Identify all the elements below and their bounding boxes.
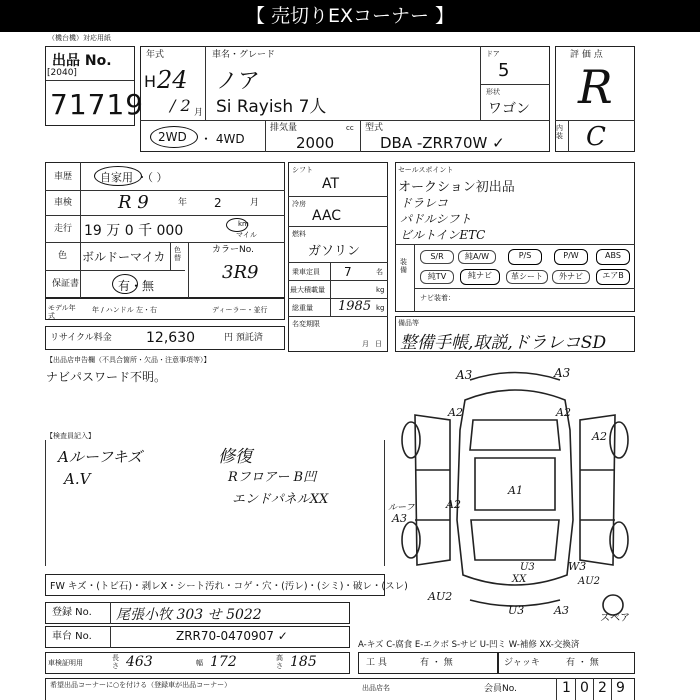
diagram-mark-2: A3 bbox=[554, 366, 571, 380]
diagram-mark-10: A1 bbox=[508, 484, 523, 497]
weight-label: 総重量 bbox=[292, 304, 313, 312]
cc-label: 排気量 bbox=[270, 123, 298, 133]
color-no-value: 3R9 bbox=[222, 262, 259, 283]
shift-value: AT bbox=[322, 176, 340, 192]
inspector-left-note2: A.V bbox=[64, 470, 91, 488]
inspect-month-value: 2 bbox=[214, 196, 222, 210]
fw-text: FW キズ・(トビ石)・剥レX・シート汚れ・コゲ・穴・(汚レ)・(シミ)・破レ・(スレ) bbox=[50, 581, 408, 592]
shape-value: ワゴン bbox=[488, 101, 530, 117]
reg-value: 自家用 ・（ ） bbox=[100, 171, 168, 184]
capacity-value: 7 bbox=[344, 265, 352, 279]
inspector-title: 【検査員記入】 bbox=[46, 432, 95, 440]
cc-value: 2000 bbox=[296, 134, 335, 152]
inspect-label: 車検 bbox=[54, 198, 73, 208]
color-label: 色 bbox=[58, 251, 68, 261]
diagram-mark-13: U3 bbox=[520, 562, 535, 573]
spare-label: スペア bbox=[600, 613, 630, 624]
sub-note: （機台機）対応用紙 bbox=[48, 34, 111, 42]
sales-2: パドルシフト bbox=[400, 212, 472, 226]
dealer-label: 出品店名 bbox=[362, 684, 390, 692]
inspector-right-note3: エンドパネルXX bbox=[232, 492, 329, 507]
docs-label: 備品等 bbox=[398, 319, 419, 327]
diagram-mark-16: AU2 bbox=[578, 576, 601, 587]
mileage-unit: km bbox=[238, 220, 249, 228]
year-label: 年式 bbox=[146, 50, 165, 60]
weight-unit: kg bbox=[376, 304, 385, 312]
interior-label: 内装 bbox=[556, 124, 563, 140]
lot-label: 出品 No. bbox=[52, 53, 112, 69]
name-label: 車名・グレード bbox=[212, 50, 276, 60]
footer-note: 希望出品コーナーに○を付ける（登録車が出品コーナー） bbox=[50, 681, 232, 689]
sales-3: ビルトインETC bbox=[400, 228, 486, 242]
banner-title: 【 売切りEXコーナー 】 bbox=[245, 5, 455, 27]
month-value: / 2 bbox=[170, 96, 191, 115]
member-label: 会員No. bbox=[484, 684, 517, 694]
size-h-label: 高さ bbox=[276, 654, 283, 670]
color-num-label: 色替 bbox=[174, 246, 181, 262]
member-digit-2: 0 bbox=[580, 680, 589, 696]
equip-leather: 革シート bbox=[506, 270, 548, 284]
member-digit-1: 1 bbox=[562, 680, 571, 696]
size-label: 車検証明用 bbox=[48, 659, 83, 667]
inspect-year: 年 bbox=[178, 198, 188, 208]
member-digit-4: 9 bbox=[616, 680, 625, 696]
equip-abs: ABS bbox=[596, 249, 630, 265]
equip-navi: 純ナビ bbox=[460, 269, 500, 285]
equip-extnavi: 外ナビ bbox=[552, 270, 590, 284]
member-digit-3: 2 bbox=[598, 680, 607, 696]
diagram-mark-5: A2 bbox=[592, 430, 607, 443]
mileage-mile: マイル bbox=[236, 231, 257, 239]
shape-label: 形状 bbox=[486, 88, 500, 96]
equip-tv: 純TV bbox=[420, 270, 454, 284]
color-value: ボルドーマイカ bbox=[82, 250, 166, 264]
model-type-label: モデル年式 bbox=[48, 304, 76, 320]
docs-value: 整備手帳,取説,ドラレコSD bbox=[400, 333, 607, 353]
diagram-mark-8: A2 bbox=[446, 498, 461, 511]
drive-4wd: ・ 4WD bbox=[200, 132, 245, 146]
fuel-value: ガソリン bbox=[308, 244, 361, 259]
size-l: 463 bbox=[126, 654, 153, 670]
ac-label: 冷房 bbox=[292, 200, 306, 208]
change-unit: 月日 bbox=[362, 340, 388, 348]
inspector-right-note1: 修復 bbox=[218, 447, 252, 467]
legend: A-キズ C-腐食 E-エクボ S-サビ U-凹ミ W-補修 XX-交換済 bbox=[358, 640, 580, 650]
equip-pw: P/W bbox=[554, 249, 588, 265]
tools-value: 有 ・ 無 bbox=[420, 658, 453, 668]
navi-label: ナビ装着： bbox=[420, 294, 455, 302]
jack-value: 有 ・ 無 bbox=[566, 658, 599, 668]
diagram-mark-1: A3 bbox=[456, 368, 473, 382]
diagram-mark-14: AU2 bbox=[428, 590, 453, 603]
equip-sr: S/R bbox=[420, 250, 454, 264]
cc-unit: cc bbox=[346, 124, 354, 132]
recycle-unit: 円 預託済 bbox=[224, 333, 263, 343]
change-label: 名変期限 bbox=[292, 320, 320, 328]
diagram-mark-6: ルーフ bbox=[388, 503, 415, 513]
equip-airbag: エアB bbox=[596, 269, 630, 285]
capacity-unit: 名 bbox=[376, 268, 383, 276]
report-note: 【出品店申告欄（不具合箇所・欠品・注意事項等）】 bbox=[46, 356, 211, 364]
score-label: 評 価 点 bbox=[570, 50, 603, 60]
drive-2wd: 2WD bbox=[158, 130, 187, 144]
size-w: 172 bbox=[210, 654, 237, 670]
tools-label: 工 具 bbox=[366, 658, 387, 668]
equip-aw: 純A/W bbox=[458, 250, 496, 264]
diagram-mark-3: A2 bbox=[448, 406, 463, 419]
sales-label: セールスポイント bbox=[398, 166, 454, 174]
inspect-month: 月 bbox=[250, 198, 260, 208]
sales-main: オークション初出品 bbox=[398, 180, 515, 195]
ac-value: AAC bbox=[312, 208, 342, 224]
weight-value: 1985 bbox=[338, 299, 372, 314]
color-no-label: カラーNo. bbox=[212, 245, 254, 255]
diagram-mark-9: XX bbox=[512, 574, 527, 585]
diagram-mark-7: A3 bbox=[392, 512, 407, 525]
load-label: 最大積載量 bbox=[290, 286, 325, 294]
inspector-right-note2: Rフロアー B凹 bbox=[228, 470, 317, 485]
jack-label: ジャッキ bbox=[504, 658, 540, 668]
fuel-label: 燃料 bbox=[292, 230, 306, 238]
year-value: 24 bbox=[157, 66, 188, 94]
reg-no-value: 尾張小牧 303 せ 5022 bbox=[116, 607, 262, 623]
warranty-value: 有・無 bbox=[118, 279, 155, 293]
diagram-mark-12: A3 bbox=[554, 604, 569, 617]
report-text: ナビパスワード不明。 bbox=[46, 370, 167, 384]
equip-ps: P/S bbox=[508, 249, 542, 265]
shift-label: シフト bbox=[292, 166, 313, 174]
inspect-value: R 9 bbox=[118, 192, 149, 213]
size-h: 185 bbox=[290, 654, 317, 670]
inspector-left-note1: Aルーフキズ bbox=[58, 448, 143, 466]
year-era: H bbox=[144, 72, 157, 91]
lot-small: [2040] bbox=[47, 68, 77, 78]
mileage-value: 19 万 0 千 000 bbox=[84, 223, 184, 239]
reg-label: 車歴 bbox=[54, 172, 73, 182]
model-label: 型式 bbox=[365, 123, 384, 133]
size-l-label: 長さ bbox=[112, 654, 119, 670]
model-value: DBA -ZRR70W ✓ bbox=[380, 134, 505, 152]
interior-value: C bbox=[586, 122, 606, 152]
door-label: ドア bbox=[486, 50, 500, 58]
door-value: 5 bbox=[498, 60, 510, 81]
load-unit: kg bbox=[376, 286, 385, 294]
sales-1: ドラレコ bbox=[400, 196, 449, 210]
month-unit: 月 bbox=[194, 108, 204, 118]
mileage-label: 走行 bbox=[54, 224, 73, 234]
grade: Si Rayish 7人 bbox=[216, 97, 327, 117]
lot-number: 71719 bbox=[50, 88, 145, 121]
diagram-mark-15: W3 bbox=[568, 560, 587, 573]
chassis-label: 車台 No. bbox=[52, 631, 92, 642]
equip-label: 装備 bbox=[400, 258, 407, 274]
size-w-label: 幅 bbox=[196, 659, 203, 667]
score-value: R bbox=[578, 60, 613, 114]
handle-label: 年 / ハンドル 左・右 bbox=[92, 306, 158, 314]
reg-no-label: 登録 No. bbox=[52, 607, 92, 618]
diagram-mark-11: U3 bbox=[508, 604, 525, 617]
warranty-label: 保証書 bbox=[52, 279, 80, 289]
recycle-value: 12,630 bbox=[146, 330, 195, 346]
capacity-label: 乗車定員 bbox=[292, 268, 320, 276]
dealer-type-label: ディーラー・並行 bbox=[212, 306, 268, 314]
car-name: ノア bbox=[216, 69, 261, 94]
diagram-mark-4: A2 bbox=[556, 406, 571, 419]
chassis-value: ZRR70-0470907 ✓ bbox=[176, 629, 288, 643]
recycle-label: リサイクル料金 bbox=[50, 333, 112, 343]
